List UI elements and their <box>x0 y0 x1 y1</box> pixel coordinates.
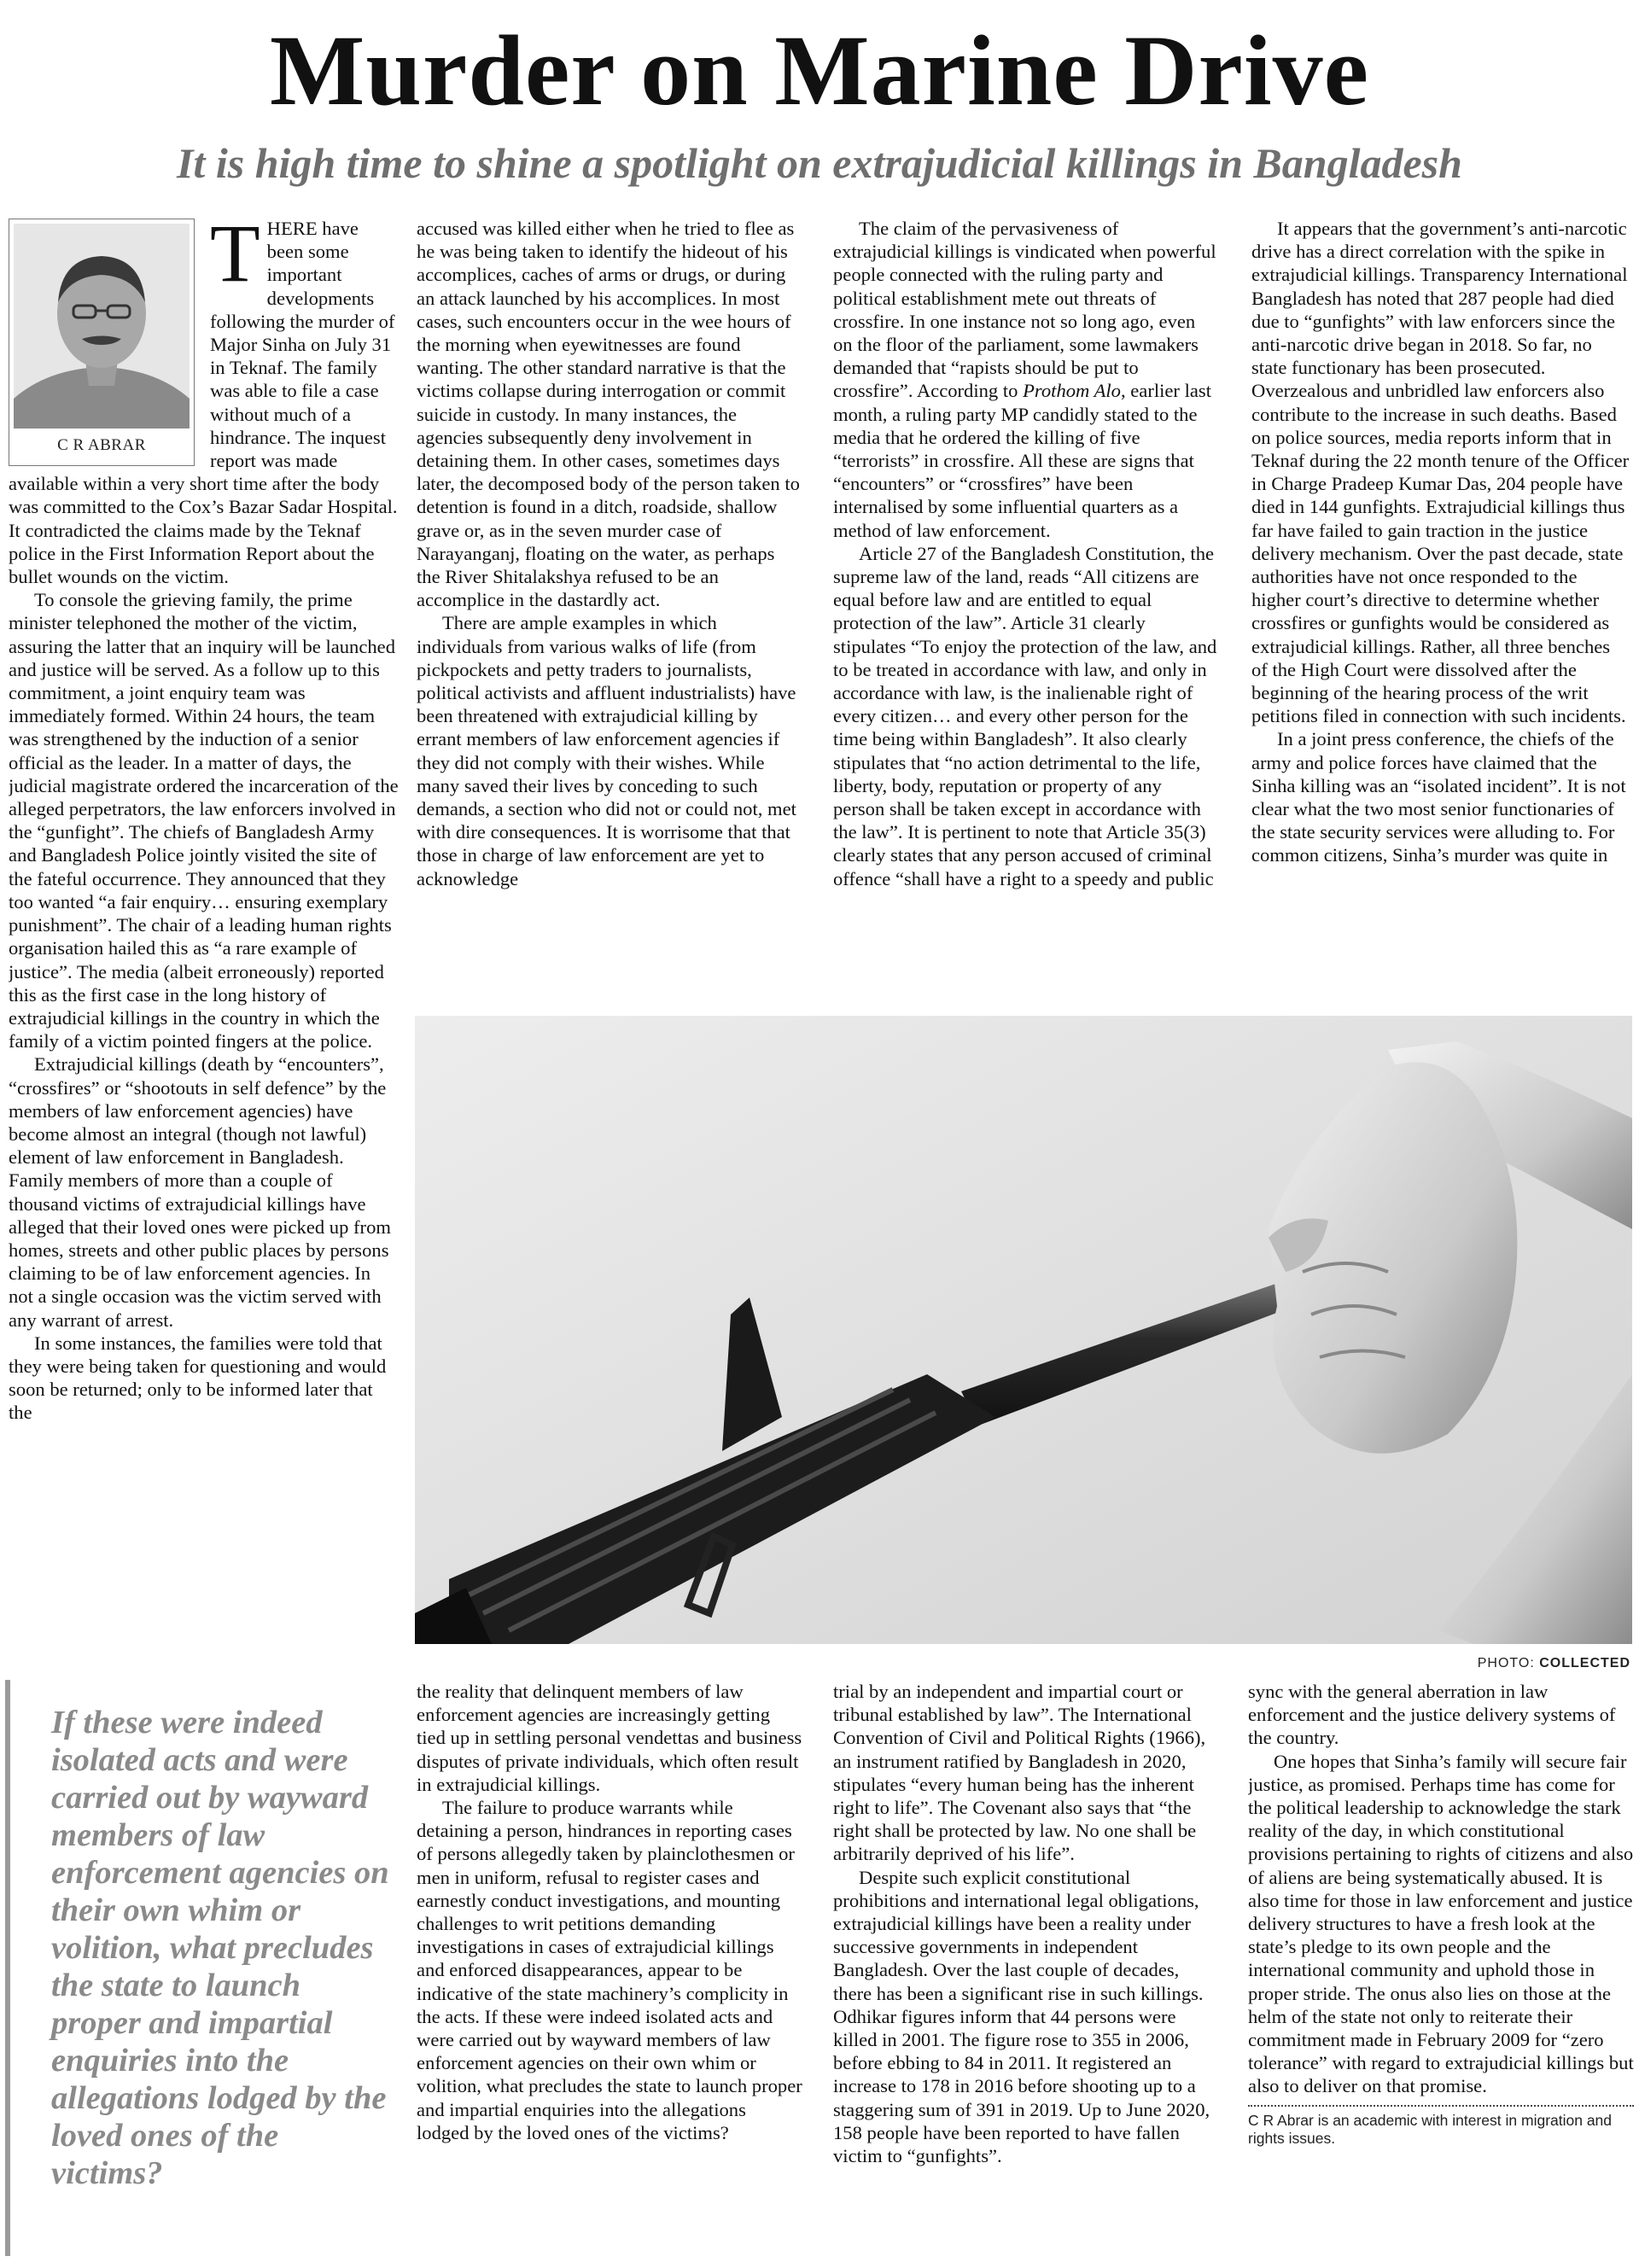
pull-quote-box <box>5 1680 398 2256</box>
author-name: C R ABRAR <box>57 435 146 454</box>
article-column-2-lower <box>417 1680 802 2265</box>
paragraph: the reality that delinquent members of law enforcement agencies are increasingly getting tied up in settling personal vendettas and business disputes of private individuals, which often result in extrajudicial killings. <box>417 1681 802 1795</box>
pull-quote: If these were indeed isolated acts and were carried out by wayward members of law enforcement agencies on their own whim or volition, what precludes the state to launch proper and impartial enquiries into the allegations lodged by the loved ones of the victims? <box>51 1705 389 2191</box>
paragraph: To console the grieving family, the prime minister telephoned the mother of the victim, assuring the latter that an inquiry will be launched and justice will be served. As a follow up to this commitment, a joint enquiry team was immediately formed. Within 24 hours, the team was strengthened by the induction of a senior official as the leader. In a matter of days, the judicial magistrate ordered the incarceration of the alleged perpetrators, the law enforcers involved in the “gunfight”. The chiefs of Bangladesh Army and Bangladesh Police jointly visited the site of the fateful occurrence. They announced that they too wanted “a fair enquiry… ensuring exemplary punishment”. The chair of a leading human rights organisation hailed this as “a rare example of justice”. The media (albeit erroneously) reported this as the first case in the long history of extrajudicial killings in the country in which the family of a victim pointed fingers at the police. <box>9 589 399 1052</box>
paragraph: Extrajudicial killings (death by “encounters”, “crossfires” or “shootouts in self defence” by the members of law enforcement agencies) have become almost an integral (though not lawful) element of law enforcement in Bangladesh. Family members of more than a couple of thousand victims of extrajudicial killings have alleged that their loved ones were picked up from homes, streets and other public places by persons claiming to be of law enforcement agencies. In not a single occasion was the victim served with any warrant of arrest. <box>9 1053 391 1331</box>
paragraph: There are ample examples in which individuals from various walks of life (from pickpockets and petty traders to journalists, political activists and affluent industrialists) have been threatened with extrajudicial killing by errant members of law enforcement agencies if they did not comply with their wishes. While many saved their lives by conceding to such demands, a section who did not or could not, met with dire consequences. It is worrisome that that those in charge of law enforcement are yet to acknowledge <box>417 612 796 889</box>
paragraph: In a joint press conference, the chiefs of the army and police forces have claimed that the Sinha killing was an “isolated incident”. It is not clear what the two most senior functionaries of the state security services were alluding to. For common citizens, Sinha’s murder was quite in <box>1251 728 1626 866</box>
author-bio: C R Abrar is an academic with interest in migration and rights issues. <box>1248 2111 1613 2147</box>
article-column-4 <box>1251 217 1630 1002</box>
subheadline: It is high time to shine a spotlight on extrajudicial killings in Bangladesh <box>177 139 1462 187</box>
article-column-2 <box>417 217 802 1002</box>
author-portrait <box>14 224 190 429</box>
paragraph: trial by an independent and impartial court or tribunal established by law”. The International Convention of Civil and Political Rights (1966), an instrument ratified by Bangladesh in 2020, stipulates “every human being has the inherent right to life”. The Covenant also says that “the right shall be protected by law. No one shall be arbitrarily deprived of his life”. <box>833 1681 1206 1865</box>
paragraph: Despite such explicit constitutional prohibitions and international legal obligations, extrajudicial killings have been a reality under successive governments in independent Bangladesh. Over the last couple of decades, there has been a significant rise in such killings. Odhikar figures inform that 44 persons were killed in 2001. The figure rose to 355 in 2006, before ebbing to 84 in 2011. It registered an increase to 178 in 2016 before shooting up to a staggering sum of 391 in 2019. Up to June 2020, 158 people have been reported to have fallen victim to “gunfights”. <box>833 1866 1210 2167</box>
paragraph: sync with the general aberration in law enforcement and the justice delivery systems of the country. <box>1248 1681 1616 1749</box>
article-column-4-lower <box>1248 1680 1634 2209</box>
article-column-1 <box>9 217 400 1676</box>
paragraph: The failure to produce warrants while detaining a person, hindrances in reporting cases of persons allegedly taken by plainclothesmen or men in uniform, refusal to register cases and earnestly conduct investigations, and mounting challenges to writ petitions demanding investigations in cases of extrajudicial killings and enforced disappearances, appear to be indicative of the state machinery’s complicity in the acts. If these were indeed isolated acts and were carried out by wayward members of law enforcement agencies on their own whim or volition, what precludes the state to launch proper and impartial enquiries into the allegations lodged by the loved ones of the victims? <box>417 1797 802 2143</box>
headline: Murder on Marine Drive <box>269 15 1370 126</box>
paragraph: It appears that the government’s anti-narcotic drive has a direct correlation with the spike in extrajudicial killings. Transparency International Bangladesh has noted that 287 people had died due to “gunfights” with law enforcers since the anti-narcotic drive began in 2018. So far, no state functionary has been prosecuted. Overzealous and unbridled law enforcers also contribute to the increase in such deaths. Based on police sources, media reports inform that in Teknaf during the 22 month tenure of the Officer in Charge Pradeep Kumar Das, 204 people have died in 144 gunfights. Extrajudicial killings thus far have failed to gain traction in the justice delivery mechanism. Over the past decade, state authorities have not once responded to the higher court’s directive to determine whether crossfires or gunfights would be considered as extrajudicial killings. Rather, all three benches of the High Court were dissolved after the beginning of the hearing process of the writ petitions filed in connection with such incidents. <box>1251 218 1630 727</box>
paragraph: The claim of the pervasiveness of extrajudicial killings is vindicated when powerful people connected with the ruling party and political establishment mete out threats of crossfire. In one instance not so long ago, even on the floor of the parliament, some lawmakers demanded that “rapists should be put to crossfire”. According to Prothom Alo, earlier last month, a ruling party MP candidly stated to the media that he ordered the killing of five “terrorists” in crossfire. All these are signs that “encounters” or “crossfires” have been internalised by some influential quarters as a method of law enforcement. <box>833 218 1216 541</box>
bio-divider <box>1248 2105 1634 2107</box>
publication-name: Prothom Alo <box>1023 380 1121 402</box>
paragraph: accused was killed either when he tried to flee as he was being taken to identify the hideout of his accomplices, caches of arms or drugs, or during an attack launched by his accomplices. In most cases, such encounters occur in the wee hours of the morning when eyewitnesses are found wanting. The other standard narrative is that the victims collapse during interrogation or commit suicide in custody. In many instances, the agencies subsequently deny involvement in detaining them. In other cases, sometimes days later, the decomposed body of the person taken to detention is found in a ditch, roadside, shallow grave or, as in the seven murder case of Narayanganj, floating on the water, as perhaps the River Shitalakshya refused to be an accomplice in the dastardly act. <box>417 218 800 611</box>
author-photo-box <box>9 219 195 466</box>
paragraph: Article 27 of the Bangladesh Constitution, the supreme law of the land, reads “All citizens are equal before law and are entitled to equal protection of the law”. Article 31 clearly stipulates “To enjoy the protection of the law, and to be treated in accordance with law, and only in accordance with law, is the inalienable right of every citizen… and every other person for the time being within Bangladesh”. It also clearly stipulates that “no action detrimental to the life, liberty, body, reputation or property of any person shall be taken except in accordance with the law”. It is pertinent to note that Article 35(3) clearly states that any person accused of criminal offence “shall have a right to a speedy and public <box>833 542 1217 889</box>
article-column-3-lower <box>833 1680 1217 2265</box>
paragraph: HERE have been some important developments following the murder of Major Sinha on July 31 in Teknaf. The family was able to file a case without much of a hindrance. The inquest report was made available within a very short time after the body was committed to the Cox’s Bazar Sadar Hospital. It contradicted the claims made by the Teknaf police in the First Information Report about the bullet wounds on the victim. <box>9 218 398 588</box>
paragraph: One hopes that Sinha’s family will secure fair justice, as promised. Perhaps time has come for the political leadership to acknowledge the stark reality of the day, in which constitutional provisions pertaining to rights of citizens and also of aliens are being systematically abused. It is also time for those in law enforcement and justice delivery structures to have a fresh look at the state’s pledge to its own people and the international community and uphold those in proper stride. The onus also lies on those at the helm of the state not only to reiterate their commitment made in February 2009 for “zero tolerance” with regard to extrajudicial killings but also to deliver on that promise. <box>1248 1750 1634 2097</box>
main-photo-rifle <box>415 1016 1632 1644</box>
drop-cap: T <box>210 217 260 299</box>
paragraph: In some instances, the families were told that they were being taken for questioning and would soon be returned; only to be informed later that the <box>9 1332 387 1424</box>
photo-credit: PHOTO: COLLECTED <box>1477 1656 1630 1670</box>
article-column-3 <box>833 217 1217 1002</box>
